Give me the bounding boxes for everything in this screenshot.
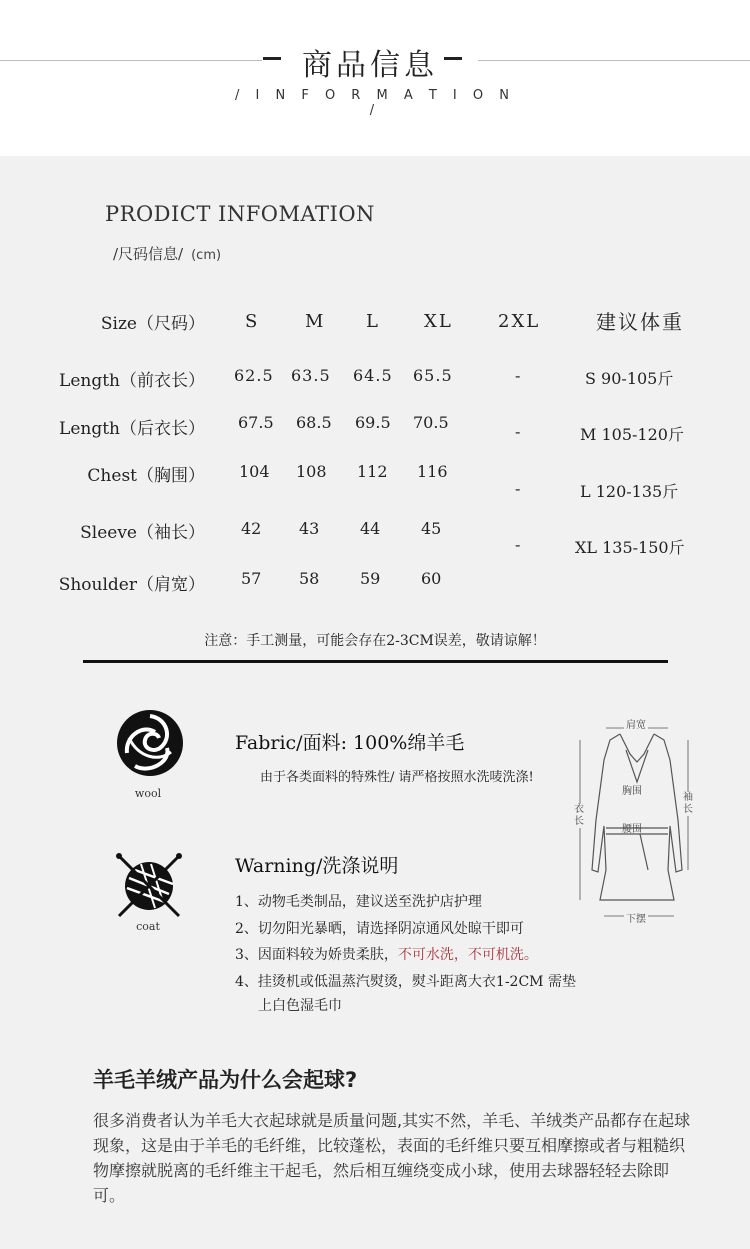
cell-sleeve-xl: 45 xyxy=(421,519,442,538)
warning-item-3-text: 3、因面料较为娇贵柔肤， xyxy=(235,947,398,963)
weight-xl: XL 135-150斤 xyxy=(575,538,685,557)
warning-item-4-line-1: 4、挂烫机或低温蒸汽熨烫，熨斗距离大衣1-2CM 需垫 xyxy=(235,974,576,990)
wool-icon-label: wool xyxy=(134,787,162,800)
coat-diagram xyxy=(570,720,710,930)
cell-shoulder-m: 58 xyxy=(299,569,320,588)
cell-shoulder-l: 59 xyxy=(360,569,381,588)
weight-m: M 105-120斤 xyxy=(580,425,684,444)
size-header-s: S xyxy=(245,311,258,332)
cell-length-back-2xl: - xyxy=(515,422,521,441)
cell-sleeve-s: 42 xyxy=(241,519,262,538)
cell-length-front-2xl: - xyxy=(515,366,521,385)
size-info-label: /尺码信息/ xyxy=(113,245,184,263)
warning-title: Warning/洗涤说明 xyxy=(235,855,399,877)
cell-chest-s: 104 xyxy=(239,462,270,481)
cell-shoulder-xl: 60 xyxy=(421,569,442,588)
pilling-paragraph: 很多消费者认为羊毛大衣起球就是质量问题,其实不然，羊毛、羊绒类产品都存在起球现象，这是由于羊毛的毛纤维，比较蓬松，表面的毛纤维只要互相摩擦或者与粗糙织物摩擦就脱离的毛纤维主干起毛，然后相互缠绕变成小球，使用去球器轻轻去除即可。 xyxy=(93,1111,691,1205)
measurement-note: 注意：手工测量，可能会存在2-3CM误差，敬请谅解！ xyxy=(204,633,546,649)
diagram-shoulder-label: 肩宽 xyxy=(624,716,648,731)
weight-s: S 90-105斤 xyxy=(585,369,674,388)
cell-chest-l: 112 xyxy=(357,462,388,481)
diagram-chest-label: 胸围 xyxy=(622,786,642,797)
cell-shoulder-s: 57 xyxy=(241,569,262,588)
cell-length-back-xl: 70.5 xyxy=(413,413,449,432)
warning-item-2: 2、切勿阳光暴晒，请选择阴凉通风处晾干即可 xyxy=(235,921,524,937)
diagram-hem-label: 下摆 xyxy=(624,910,648,925)
size-header-l: L xyxy=(366,311,378,332)
page-title: 商品信息 xyxy=(302,48,438,83)
pilling-title: 羊毛羊绒产品为什么会起球? xyxy=(93,1068,358,1092)
cell-length-front-m: 63.5 xyxy=(291,366,331,385)
header-dash-right xyxy=(444,57,462,60)
page-subtitle: / I N F O R M A T I O N / xyxy=(235,88,515,118)
size-header-2xl: 2XL xyxy=(498,311,541,332)
warning-item-3-red: 不可水洗，不可机洗。 xyxy=(397,947,538,963)
size-corner-label: Size（尺码） xyxy=(100,314,205,334)
row-label-chest: Chest（胸围） xyxy=(87,466,205,486)
fabric-text: 由于各类面料的特殊性/ 请严格按照水洗唛洗涤! xyxy=(260,770,534,785)
header-line-right xyxy=(478,60,750,61)
cell-length-front-l: 64.5 xyxy=(353,366,393,385)
row-label-length-front: Length（前衣长） xyxy=(59,371,205,391)
weight-l: L 120-135斤 xyxy=(580,482,679,501)
diagram-length-label: 衣长 xyxy=(574,804,584,827)
size-header-xl: XL xyxy=(424,311,453,332)
diagram-sleeve-label: 袖长 xyxy=(683,792,693,815)
warning-item-1: 1、动物毛类制品，建议送至洗护店护理 xyxy=(235,894,482,910)
cell-chest-m: 108 xyxy=(296,462,327,481)
unit-label: (cm) xyxy=(191,248,222,263)
diagram-waist-label: 腰围 xyxy=(622,824,642,835)
cell-length-back-m: 68.5 xyxy=(296,413,332,432)
weight-header: 建议体重 xyxy=(596,310,684,334)
header-line-left xyxy=(0,60,262,61)
yarn-ball-icon-label: coat xyxy=(136,920,160,933)
cell-chest-2xl: - xyxy=(515,479,521,498)
cell-length-back-s: 67.5 xyxy=(238,413,274,432)
cell-sleeve-2xl: - xyxy=(515,535,521,554)
fabric-title: Fabric/面料: 100%绵羊毛 xyxy=(235,732,465,754)
yarn-ball-icon xyxy=(115,852,183,920)
row-label-sleeve: Sleeve（袖长） xyxy=(80,523,205,543)
size-info-subtitle xyxy=(113,243,221,264)
cell-sleeve-m: 43 xyxy=(299,519,320,538)
section-divider xyxy=(83,660,668,663)
row-label-length-back: Length（后衣长） xyxy=(59,419,205,439)
cell-length-front-xl: 65.5 xyxy=(413,366,453,385)
product-info-title: PRODICT INFOMATION xyxy=(105,202,375,226)
wool-icon xyxy=(115,708,185,778)
warning-item-4-line-2: 上白色湿毛巾 xyxy=(258,998,342,1014)
warning-item-3 xyxy=(235,944,538,964)
cell-length-front-s: 62.5 xyxy=(234,366,274,385)
cell-length-back-l: 69.5 xyxy=(355,413,391,432)
header-dash-left xyxy=(263,57,281,60)
cell-sleeve-l: 44 xyxy=(360,519,381,538)
row-label-shoulder: Shoulder（肩宽） xyxy=(58,575,205,595)
size-header-m: M xyxy=(305,311,324,332)
cell-chest-xl: 116 xyxy=(417,462,448,481)
